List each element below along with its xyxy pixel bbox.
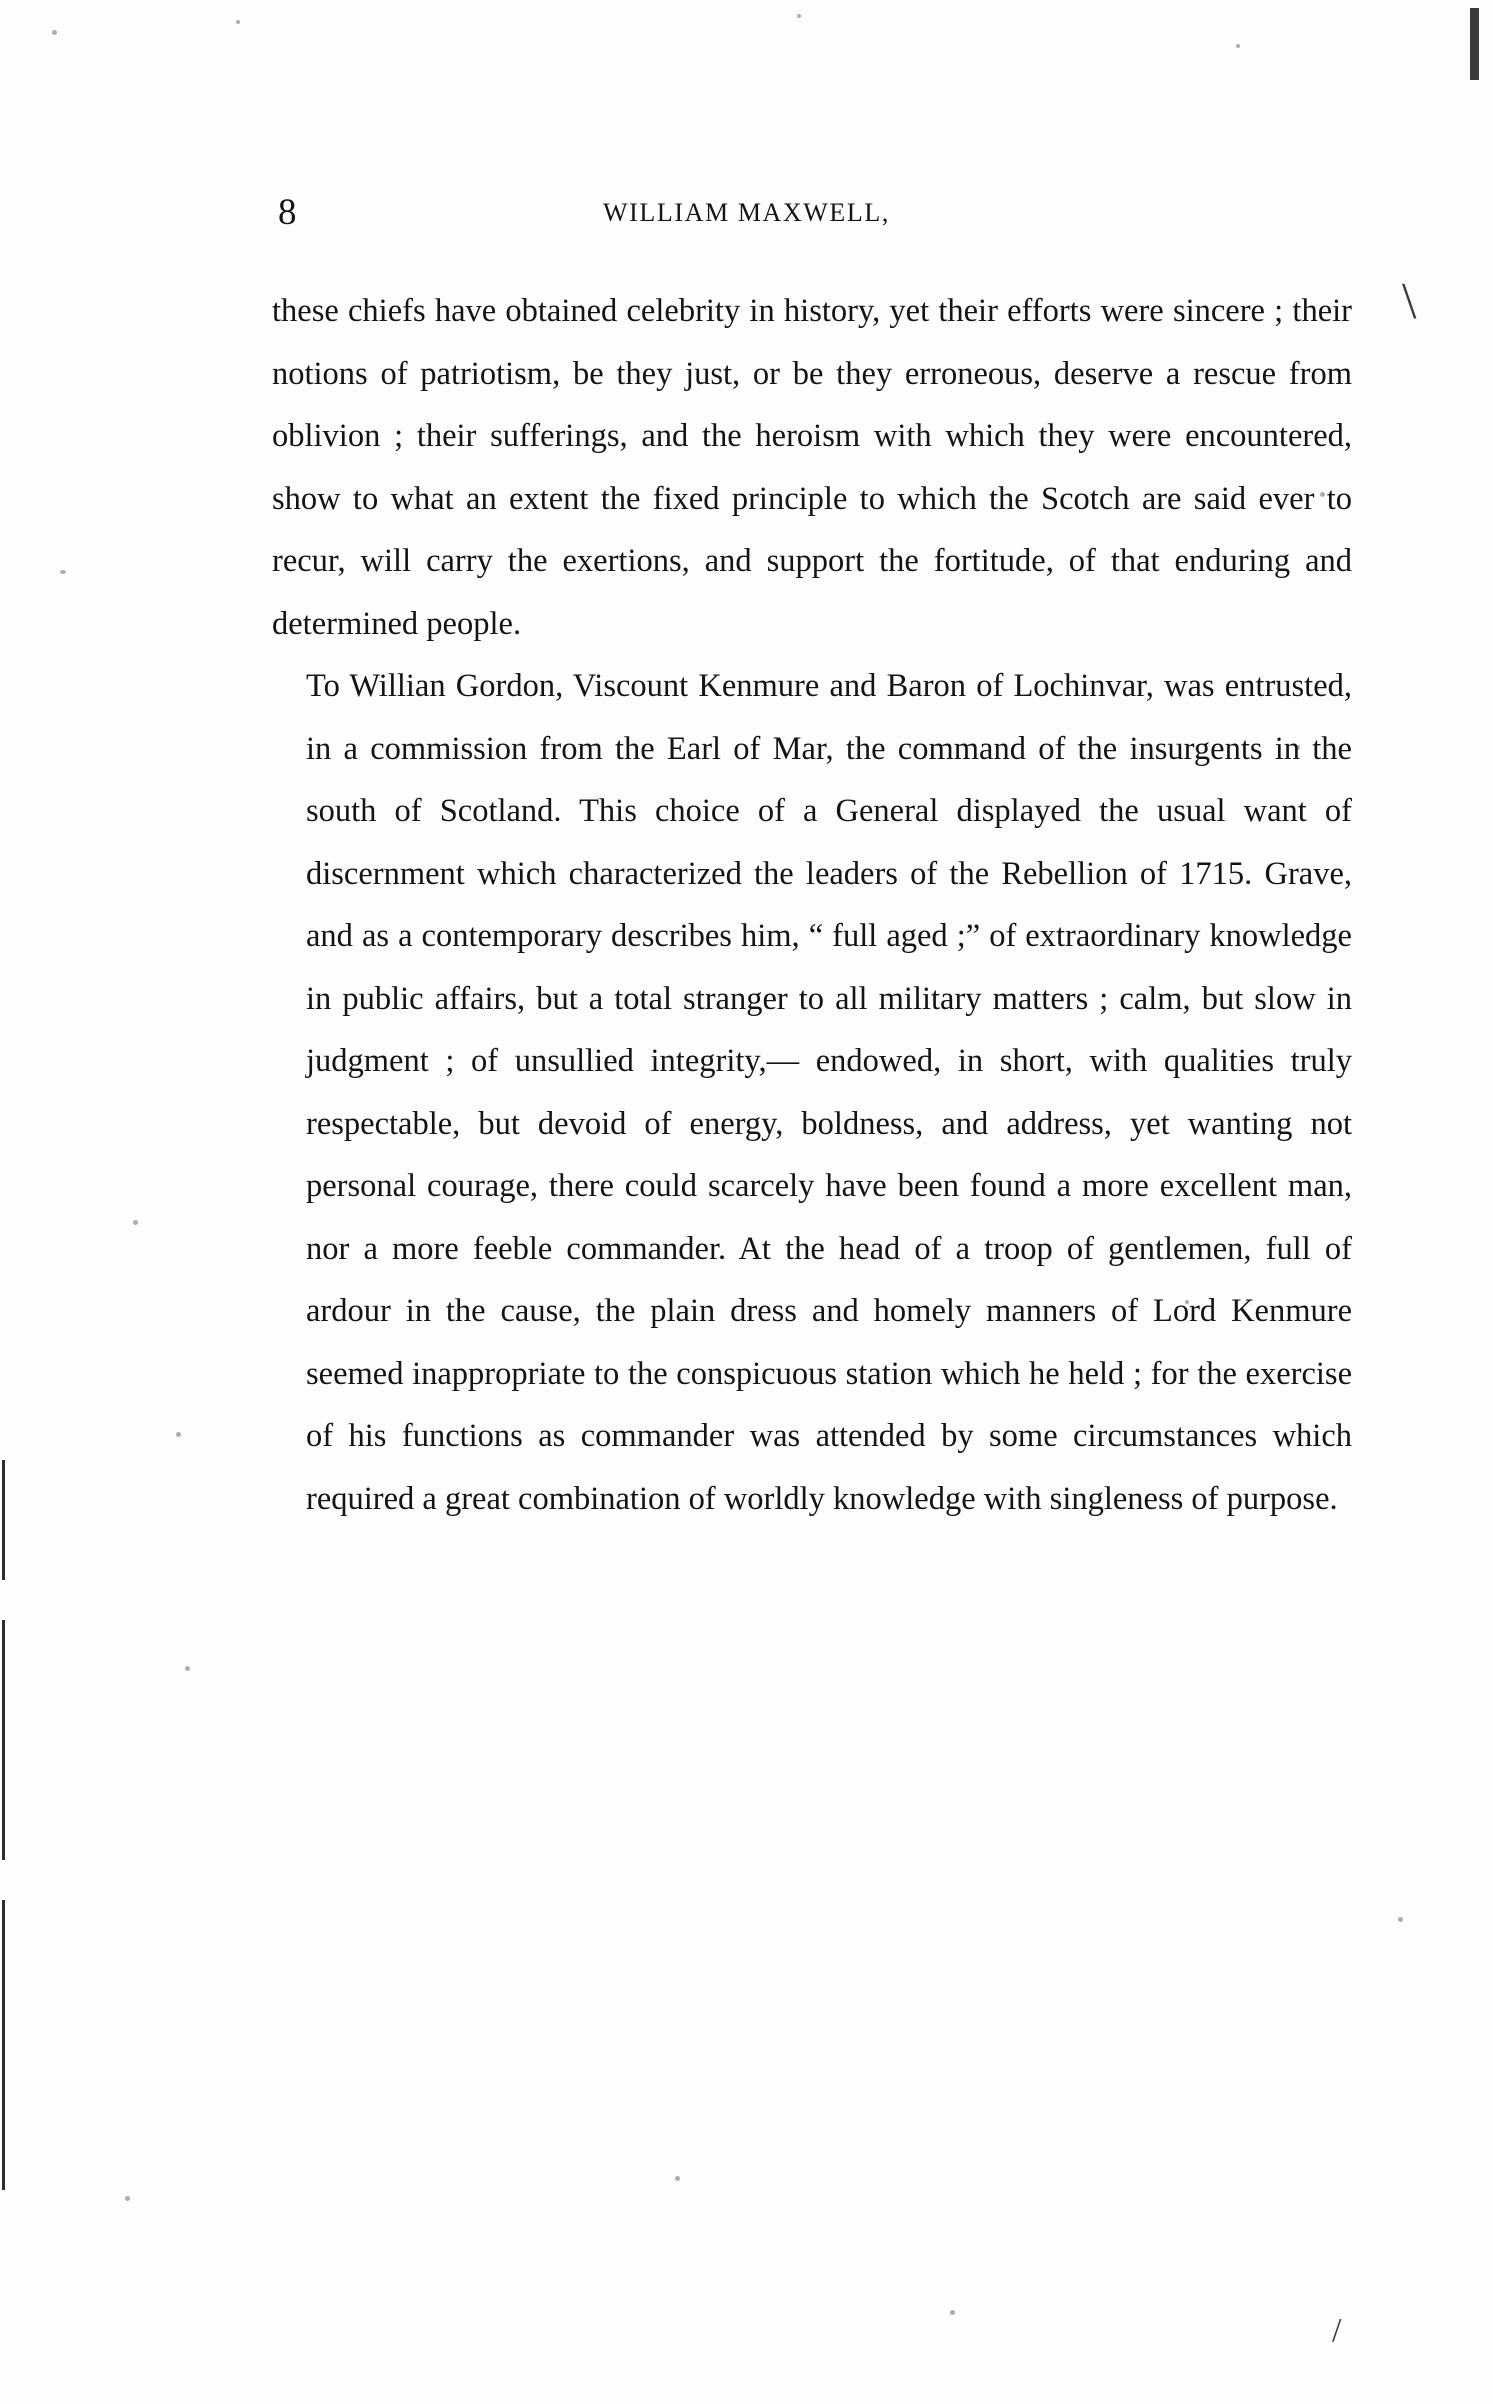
scan-edge-tick-left-1 <box>2 1460 5 1580</box>
page-number: 8 <box>278 192 297 233</box>
scan-speckle <box>675 2176 680 2181</box>
scan-speckle <box>133 1220 138 1225</box>
scan-speckle <box>1236 44 1240 48</box>
scan-speckle <box>236 20 240 24</box>
scan-edge-tick-left-3 <box>2 1900 5 2190</box>
scan-speckle <box>1398 1917 1403 1922</box>
page-body <box>272 280 1352 1530</box>
paragraph-1: these chiefs have obtained celebrity in history, yet their efforts were sincere ; their notions of patriotism, be they just, or be they erroneous, deserve a rescue from oblivion ; their sufferings, and the heroism with which they were encountered, show to what an extent the fixed principle to which the Scotch are said ever to recur, will carry the exertions, and support the fortitude, of that enduring and determined people. <box>272 293 1352 642</box>
scan-edge-mark-top-right <box>1470 8 1479 80</box>
margin-slash-top-right: \ <box>1402 273 1417 330</box>
running-head: WILLIAM MAXWELL, <box>603 198 890 227</box>
margin-slash-bottom-right: / <box>1332 2312 1342 2349</box>
paragraph-2: To Willian Gordon, Viscount Kenmure and Baron of Lochinvar, was entrusted, in a commission from the Earl of Mar, the command of the insurgents in the south of Scotland. This choice of a General displayed the usual want of discernment which characterized the leaders of the Rebellion of 1715. Grave, and as a contemporary describes him, “ full aged ;” of extraordinary knowledge in public affairs, but a total stranger to all military matters ; calm, but slow in judgment ; of unsullied integrity,— endowed, in short, with qualities truly respectable, but devoid of energy, boldness, and address, yet wanting not personal courage, there could scarcely have been found a more excellent man, nor a more feeble commander. At the head of a troop of gentlemen, full of ardour in the cause, the plain dress and homely manners of Lord Kenmure seemed inappropriate to the conspicuous station which he held ; for the exercise of his functions as commander was attended by some circumstances which required a great combination of worldly knowledge with singleness of purpose. <box>306 668 1352 1517</box>
scan-speckle <box>176 1432 181 1437</box>
page-header <box>0 190 1493 240</box>
scan-speckle <box>185 1666 190 1671</box>
scan-speckle <box>52 30 57 35</box>
scan-speckle <box>950 2310 955 2315</box>
scan-edge-tick-left-2 <box>2 1620 5 1860</box>
scan-speckle <box>125 2196 130 2201</box>
scan-speckle <box>797 14 801 18</box>
scan-speckle <box>60 570 66 574</box>
